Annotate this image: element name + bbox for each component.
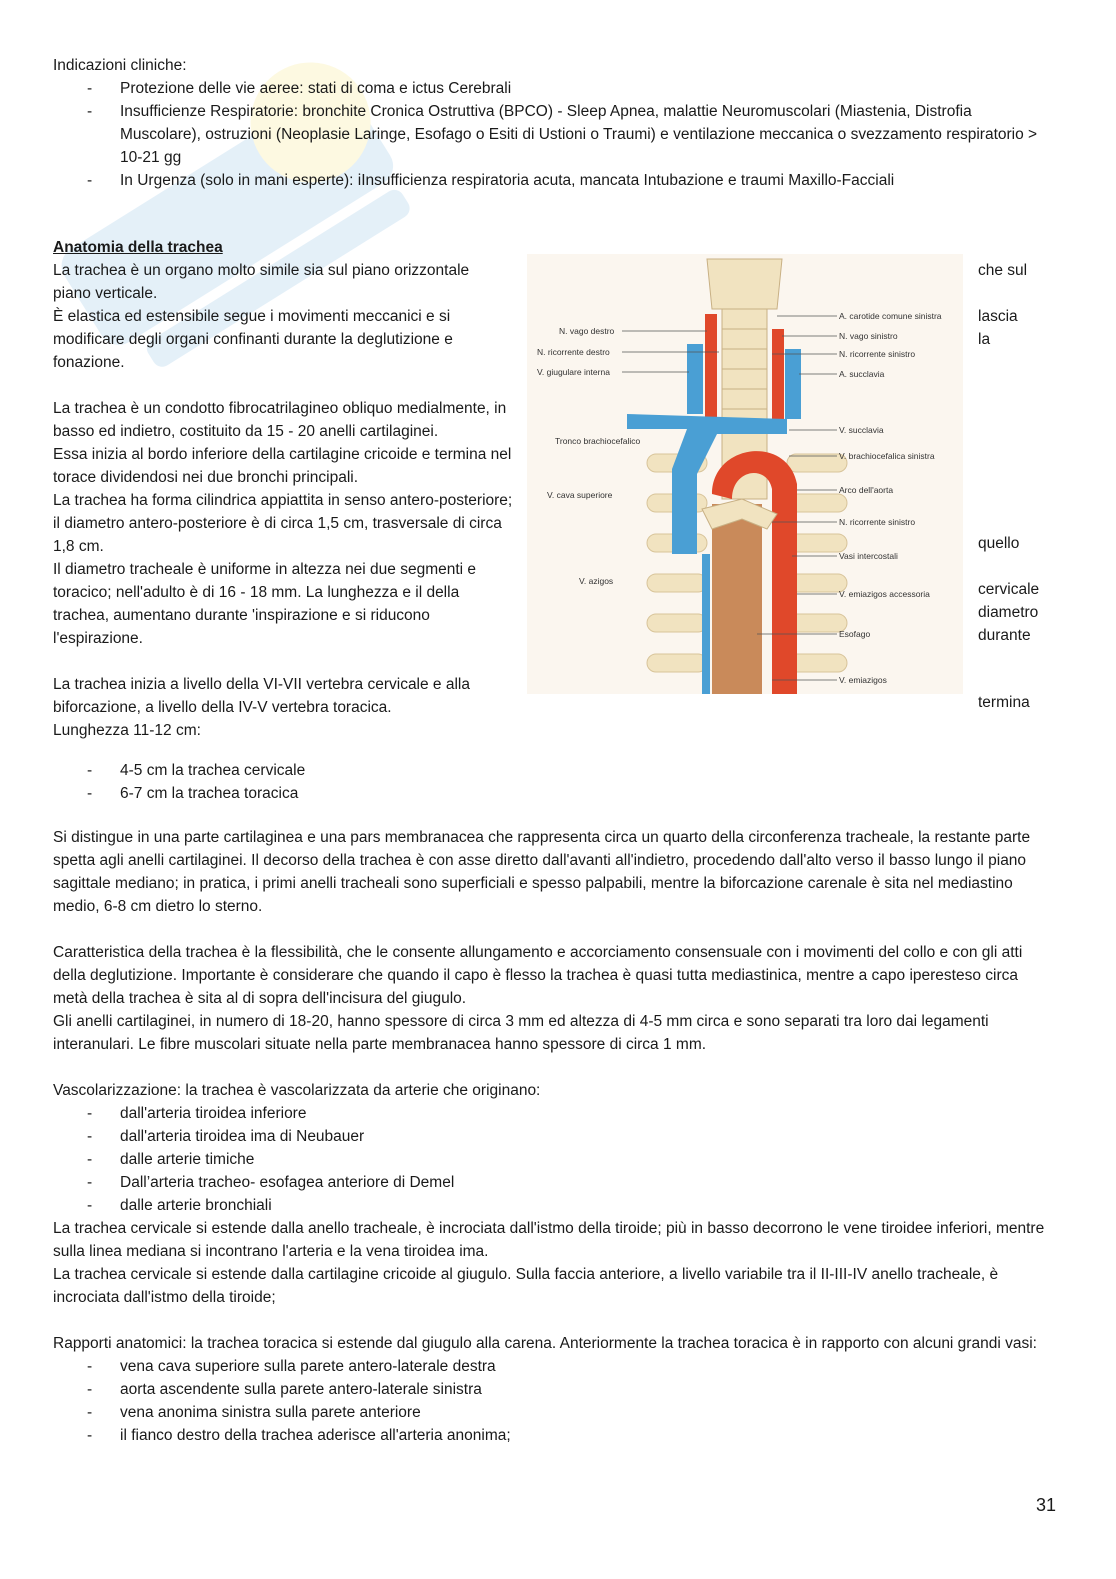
figure-label: A. succlavia (839, 369, 885, 379)
figure-label: V. emiazigos accessoria (839, 589, 930, 599)
figure-label: N. ricorrente sinistro (839, 517, 916, 527)
list-item: - dall'arteria tiroidea inferiore (53, 1102, 1053, 1125)
margin-word: durante (978, 627, 1031, 644)
figure-label: V. giugulare interna (537, 367, 610, 377)
figure-label: Arco dell'aorta (839, 485, 894, 495)
list-item: - In Urgenza (solo in mani esperte): iInsufficienza respiratoria acuta, mancata Intubazione e traumi Maxillo-Facciali (53, 169, 1053, 192)
margin-word: cervicale (978, 581, 1040, 598)
figure-label: N. vago destro (559, 326, 615, 336)
vascularization-list (53, 1102, 1053, 1217)
trachea-anatomy-figure (527, 254, 963, 694)
figure-label: V. cava superiore (547, 490, 613, 500)
figure-label: A. carotide comune sinistra (839, 311, 942, 321)
section-heading: Anatomia della trachea (53, 239, 223, 256)
paragraph: Caratteristica della trachea è la flessibilità, che le consente allungamento e accorciamento consensuale con i movimenti del collo e con gli atti della deglutizione. Importante è considerare che quando il capo è flesso la trachea è quasi tutta mediastinica, mentre a capo iperesteso circa metà della trachea è sita al di sopra dell'incisura del giugulo. (53, 944, 1023, 1007)
list-item: - vena anonima sinistra sulla parete anteriore (53, 1401, 1053, 1424)
margin-word: lascia (978, 308, 1018, 325)
list-item: - aorta ascendente sulla parete antero-laterale sinistra (53, 1378, 1053, 1401)
clinical-indications-list (53, 77, 1053, 192)
list-item: - dalle arterie timiche (53, 1148, 1053, 1171)
anatomy-left-column (53, 259, 513, 742)
paragraph: È elastica ed estensibile segue i movimenti meccanici e si modificare degli organi confinanti durante la deglutizione e fonazione. (53, 308, 453, 371)
figure-label: V. succlavia (839, 425, 884, 435)
vascularization-label: Vascolarizzazione: la trachea è vascolarizzata da arterie che originano: (53, 1082, 541, 1099)
margin-word: diametro (978, 604, 1039, 621)
figure-label: N. vago sinistro (839, 331, 898, 341)
margin-word: quello (978, 535, 1020, 552)
length-list (53, 759, 553, 805)
figure-label: Esofago (839, 629, 871, 639)
paragraph: La trachea inizia a livello della VI-VII vertebra cervicale e alla biforcazione, a livello della IV-V vertebra toracica. (53, 676, 470, 716)
paragraph: La trachea è un organo molto simile sia sul piano orizzontale (53, 262, 470, 279)
body-text (53, 826, 1053, 1447)
list-item: - dall'arteria tiroidea ima di Neubauer (53, 1125, 1053, 1148)
figure-label: N. ricorrente sinistro (839, 349, 916, 359)
clinical-indications (53, 54, 1053, 192)
paragraph: Lunghezza 11-12 cm: (53, 722, 201, 739)
paragraph: Gli anelli cartilaginei, in numero di 18-20, hanno spessore di circa 3 mm ed altezza di 4-5 mm circa e sono separati tra loro dai legamenti interanulari. Le fibre muscolari situate nella parte membranacea hanno spessore di circa 1 mm. (53, 1013, 989, 1053)
list-item: - Dall’arteria tracheo- esofagea anteriore di Demel (53, 1171, 1053, 1194)
figure-label: N. ricorrente destro (537, 347, 610, 357)
paragraph: Essa inizia al bordo inferiore della cartilagine cricoide e termina nel torace dividendosi nei due bronchi principali. (53, 446, 512, 486)
list-item: - Protezione delle vie aeree: stati di coma e ictus Cerebrali (53, 77, 1053, 100)
figure-label: Vasi intercostali (839, 551, 898, 561)
clinical-indications-label: Indicazioni cliniche: (53, 57, 187, 74)
list-item: - vena cava superiore sulla parete antero-laterale destra (53, 1355, 1053, 1378)
figure-label: V. emiazigos (839, 675, 887, 685)
list-item: - Insufficienze Respiratorie: bronchite Cronica Ostruttiva (BPCO) - Sleep Apnea, malattie Neuromuscolari (Miastenia, Distrofia Muscolare), ostruzioni (Neoplasie Laringe, Esofago o Esiti di Ustioni o Traumi) e ventilazione meccanica o svezzamento respiratorio > 10-21 gg (53, 100, 1053, 169)
paragraph: La trachea cervicale si estende dalla cartilagine cricoide al giugulo. Sulla faccia anteriore, a livello variabile tra il II-III-IV anello tracheale, è incrociata dall'istmo della tiroide; (53, 1266, 999, 1306)
list-item: - dalle arterie bronchiali (53, 1194, 1053, 1217)
figure-label: Tronco brachiocefalico (555, 436, 641, 446)
list-item: - 6-7 cm la trachea toracica (53, 782, 553, 805)
paragraph: La trachea cervicale si estende dalla anello tracheale, è incrociata dall'istmo della tiroide; più in basso decorrono le vene tiroidee inferiori, mentre sulla linea mediana si incontrano l'arteria e la vena tiroidea ima. (53, 1220, 1045, 1260)
paragraph: piano verticale. (53, 285, 158, 302)
paragraph: Il diametro tracheale è uniforme in altezza nei due segmenti e toracico; nell'adulto è di 16 - 18 mm. La lunghezza e il della trachea, aumentano durante 'inspirazione e si riducono l'espirazione. (53, 561, 477, 647)
anatomical-relations-label: Rapporti anatomici: la trachea toracica si estende dal giugulo alla carena. Anteriormente la trachea toracica è in rapporto con alcuni grandi vasi: (53, 1335, 1037, 1352)
margin-word: termina (978, 694, 1030, 711)
figure-label: V. azigos (579, 576, 614, 586)
page-number: 31 (1035, 1495, 1056, 1515)
paragraph: La trachea ha forma cilindrica appiattita in senso antero-posteriore; il diametro antero-posteriore è di circa 1,5 cm, trasversale di circa 1,8 cm. (53, 492, 513, 555)
margin-word: la (978, 331, 991, 348)
anatomical-relations-list (53, 1355, 1053, 1447)
paragraph: La trachea è un condotto fibrocatrilagineo obliquo medialmente, in basso ed indietro, costituito da 15 - 20 anelli cartilaginei. (53, 400, 507, 440)
list-item: - il fianco destro della trachea aderisce all'arteria anonima; (53, 1424, 1053, 1447)
figure-label: V. brachiocefalica sinistra (839, 451, 935, 461)
list-item: - 4-5 cm la trachea cervicale (53, 759, 553, 782)
paragraph: Si distingue in una parte cartilaginea e una pars membranacea che rappresenta circa un quarto della circonferenza tracheale, la restante parte spetta agli anelli cartilaginei. Il decorso della trachea è con asse diretto dall'avanti all'indietro, procedendo dall'alto verso il basso lungo il piano sagittale mediano; in pratica, i primi anelli tracheali sono superficiali e spesso palpabili, mentre la biforcazione carenale è sita nel mediastino medio, 6-8 cm dietro lo sterno. (53, 829, 1031, 915)
margin-word: che sul (978, 262, 1028, 279)
